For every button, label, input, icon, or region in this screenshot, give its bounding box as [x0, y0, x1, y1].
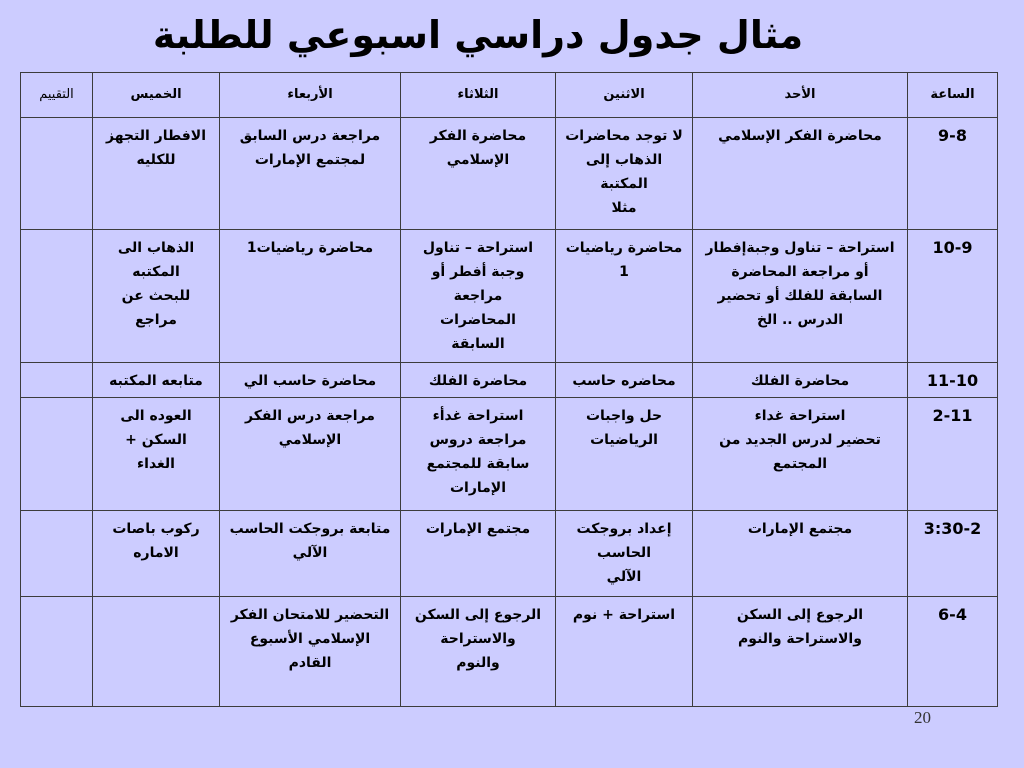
evaluation-cell [21, 230, 93, 363]
schedule-cell-monday: لا توجد محاضرات الذهاب إلى المكتبة مثلا [556, 118, 693, 230]
slide-title: مثال جدول دراسي اسبوعي للطلبة [152, 13, 804, 57]
evaluation-cell [21, 118, 93, 230]
schedule-cell-wednesday: مراجعة درس السابق لمجتمع الإمارات [220, 118, 401, 230]
evaluation-cell [21, 398, 93, 511]
header-time: الساعة [908, 73, 998, 118]
schedule-cell-thursday: العوده الى السكن + الغداء [93, 398, 220, 511]
time-slot: 10-9 [908, 230, 998, 363]
schedule-cell-tuesday: الرجوع إلى السكن والاستراحة والنوم [401, 597, 556, 707]
schedule-cell-tuesday: مجتمع الإمارات [401, 511, 556, 597]
schedule-cell-tuesday: استراحة – تناول وجبة أفطر أو مراجعة المحاضرات السابقة [401, 230, 556, 363]
schedule-cell-sunday: محاضرة الفلك [693, 363, 908, 398]
time-slot: 3:30-2 [908, 511, 998, 597]
time-slot: 9-8 [908, 118, 998, 230]
evaluation-cell [21, 597, 93, 707]
evaluation-cell [21, 363, 93, 398]
schedule-cell-monday: استراحة + نوم [556, 597, 693, 707]
schedule-cell-sunday: مجتمع الإمارات [693, 511, 908, 597]
schedule-cell-wednesday: التحضير للامتحان الفكر الإسلامي الأسبوع القادم [220, 597, 401, 707]
schedule-cell-monday: محاضرة رياضيات 1 [556, 230, 693, 363]
schedule-cell-thursday: متابعه المكتبه [93, 363, 220, 398]
schedule-cell-sunday: الرجوع إلى السكن والاستراحة والنوم [693, 597, 908, 707]
schedule-cell-sunday: استراحة غداء تحضير لدرس الجديد من المجتمع [693, 398, 908, 511]
evaluation-cell [21, 511, 93, 597]
header-tuesday: الثلاثاء [401, 73, 556, 118]
weekly-schedule-table [20, 72, 998, 707]
time-slot: 2-11 [908, 398, 998, 511]
time-slot: 6-4 [908, 597, 998, 707]
schedule-cell-thursday [93, 597, 220, 707]
table-row [21, 597, 998, 707]
schedule-cell-tuesday: محاضرة الفكر الإسلامي [401, 118, 556, 230]
schedule-cell-sunday: استراحة – تناول وجبةإفطار أو مراجعة المحاضرة السابقة للفلك أو تحضير الدرس .. الخ [693, 230, 908, 363]
schedule-cell-thursday: ركوب باصات الاماره [93, 511, 220, 597]
table-row [21, 398, 998, 511]
schedule-cell-monday: إعداد بروجكت الحاسب الآلي [556, 511, 693, 597]
time-slot: 11-10 [908, 363, 998, 398]
schedule-cell-monday: حل واجبات الرياضيات [556, 398, 693, 511]
table-row [21, 363, 998, 398]
header-evaluation: التقييم [21, 73, 93, 118]
schedule-cell-wednesday: مراجعة درس الفكر الإسلامي [220, 398, 401, 511]
schedule-cell-monday: محاضره حاسب [556, 363, 693, 398]
schedule-cell-wednesday: محاضرة حاسب الي [220, 363, 401, 398]
table-row [21, 118, 998, 230]
schedule-cell-thursday: الذهاب الى المكتبه للبحث عن مراجع [93, 230, 220, 363]
header-wednesday: الأربعاء [220, 73, 401, 118]
table-header-row [21, 73, 998, 118]
schedule-cell-sunday: محاضرة الفكر الإسلامي [693, 118, 908, 230]
header-sunday: الأحد [693, 73, 908, 118]
schedule-cell-tuesday: استراحة غدأء مراجعة دروس سابقة للمجتمع الإمارات [401, 398, 556, 511]
schedule-cell-wednesday: محاضرة رياضيات1 [220, 230, 401, 363]
schedule-cell-tuesday: محاضرة الفلك [401, 363, 556, 398]
header-monday: الاثنين [556, 73, 693, 118]
table-row [21, 230, 998, 363]
header-thursday: الخميس [93, 73, 220, 118]
schedule-cell-thursday: الافطار التجهز للكليه [93, 118, 220, 230]
page-number: 20 [914, 708, 931, 727]
schedule-cell-wednesday: متابعة بروجكت الحاسب الآلي [220, 511, 401, 597]
table-row [21, 511, 998, 597]
